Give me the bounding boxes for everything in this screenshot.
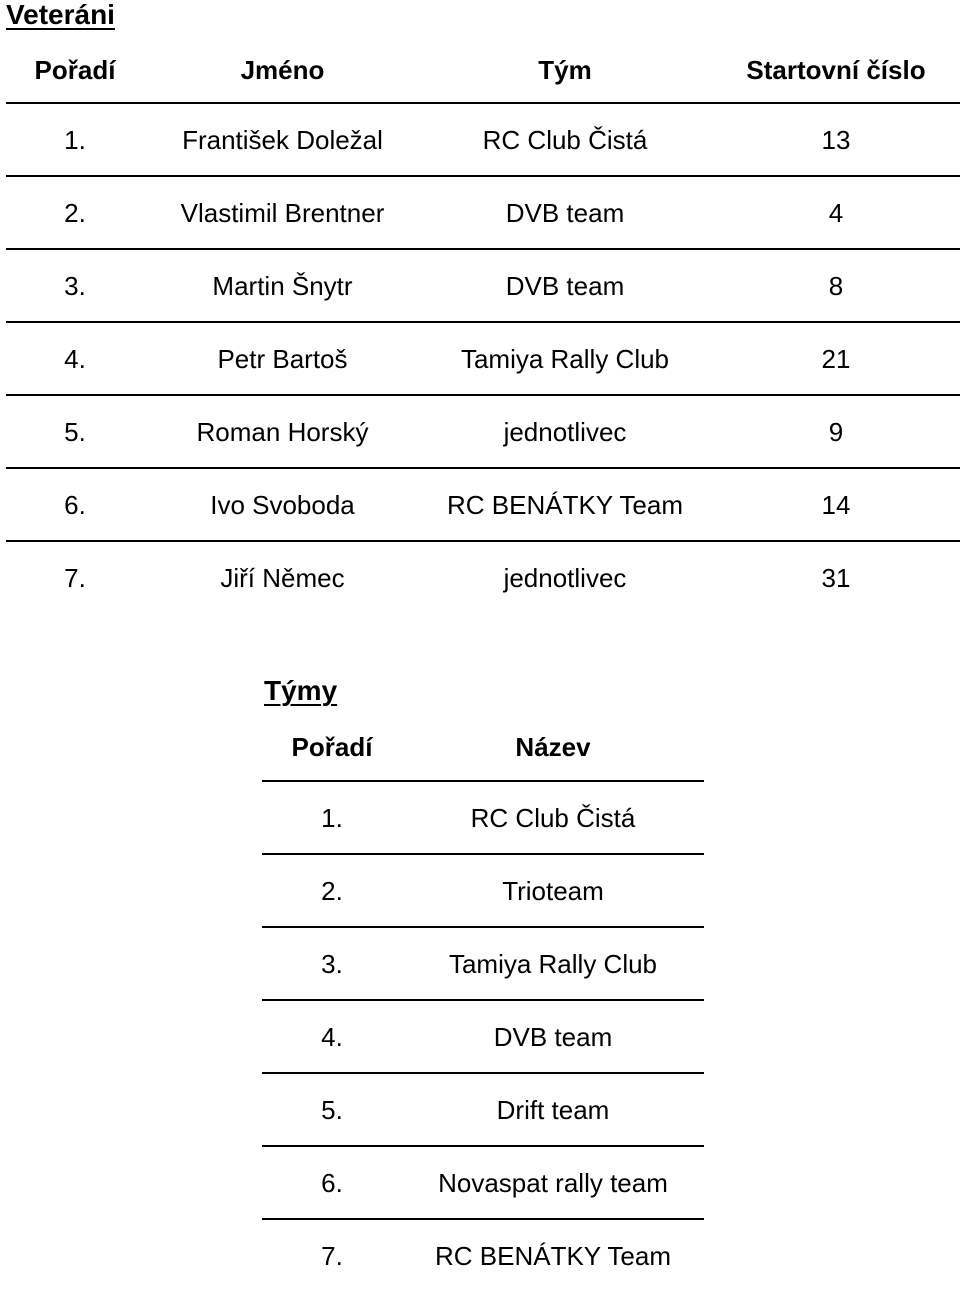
row-rank: 3. xyxy=(321,949,343,979)
row-name: František Doležal xyxy=(182,125,383,155)
row-team: RC BENÁTKY Team xyxy=(446,490,683,520)
row-start-number: 4 xyxy=(828,198,844,228)
row-team-name: RC BENÁTKY Team xyxy=(434,1241,671,1271)
header-team: Tým xyxy=(538,54,592,85)
veterani-table xyxy=(0,36,960,615)
table-row xyxy=(262,855,704,928)
table-row xyxy=(0,104,960,177)
row-start-number: 14 xyxy=(821,490,851,520)
veterani-title: Veteráni xyxy=(6,0,115,30)
row-rank: 3. xyxy=(64,271,86,301)
row-team: DVB team xyxy=(505,271,625,301)
row-rank: 7. xyxy=(321,1241,343,1271)
table-row xyxy=(0,177,960,250)
row-name: Vlastimil Brentner xyxy=(180,198,385,228)
row-rank: 6. xyxy=(64,490,86,520)
row-rank: 1. xyxy=(321,803,343,833)
header-name: Jméno xyxy=(240,54,325,85)
row-rank: 6. xyxy=(321,1168,343,1198)
tymy-title: Týmy xyxy=(264,675,338,706)
tymy-header-row xyxy=(262,712,704,782)
table-row xyxy=(0,542,960,615)
table-row xyxy=(262,1074,704,1147)
row-start-number: 9 xyxy=(828,417,844,447)
row-team-name: Drift team xyxy=(496,1095,610,1125)
row-team: jednotlivec xyxy=(503,563,627,593)
row-rank: 7. xyxy=(64,563,86,593)
row-start-number: 8 xyxy=(828,271,844,301)
row-rank: 5. xyxy=(321,1095,343,1125)
header-start-number: Startovní číslo xyxy=(746,54,926,85)
veterani-header-row xyxy=(0,36,960,104)
row-name: Ivo Svoboda xyxy=(210,490,355,520)
row-rank: 4. xyxy=(321,1022,343,1052)
row-name: Martin Šnytr xyxy=(212,271,353,301)
row-name: Petr Bartoš xyxy=(217,344,348,374)
row-rank: 2. xyxy=(321,876,343,906)
row-name: Roman Horský xyxy=(196,417,369,447)
row-team-name: RC Club Čistá xyxy=(470,803,636,833)
row-team-name: DVB team xyxy=(493,1022,613,1052)
header-rank: Pořadí xyxy=(34,54,116,85)
table-row xyxy=(262,1220,704,1293)
row-team: jednotlivec xyxy=(503,417,627,447)
row-rank: 1. xyxy=(64,125,86,155)
table-row xyxy=(262,1001,704,1074)
row-rank: 2. xyxy=(64,198,86,228)
row-team: RC Club Čistá xyxy=(482,125,648,155)
row-rank: 4. xyxy=(64,344,86,374)
table-row xyxy=(262,1147,704,1220)
row-start-number: 13 xyxy=(821,125,851,155)
table-row xyxy=(262,782,704,855)
row-team-name: Novaspat rally team xyxy=(438,1168,668,1198)
header-team-name: Název xyxy=(515,731,591,762)
row-team: Tamiya Rally Club xyxy=(460,344,670,374)
table-row xyxy=(0,396,960,469)
row-name: Jiří Němec xyxy=(220,563,345,593)
header-rank: Pořadí xyxy=(291,731,373,762)
row-rank: 5. xyxy=(64,417,86,447)
table-row xyxy=(0,250,960,323)
row-team-name: Tamiya Rally Club xyxy=(448,949,658,979)
row-team-name: Trioteam xyxy=(502,876,604,906)
table-row xyxy=(0,469,960,542)
tymy-table xyxy=(262,712,704,1293)
row-team: DVB team xyxy=(505,198,625,228)
row-start-number: 31 xyxy=(821,563,851,593)
table-row xyxy=(262,928,704,1001)
table-row xyxy=(0,323,960,396)
row-start-number: 21 xyxy=(821,344,851,374)
